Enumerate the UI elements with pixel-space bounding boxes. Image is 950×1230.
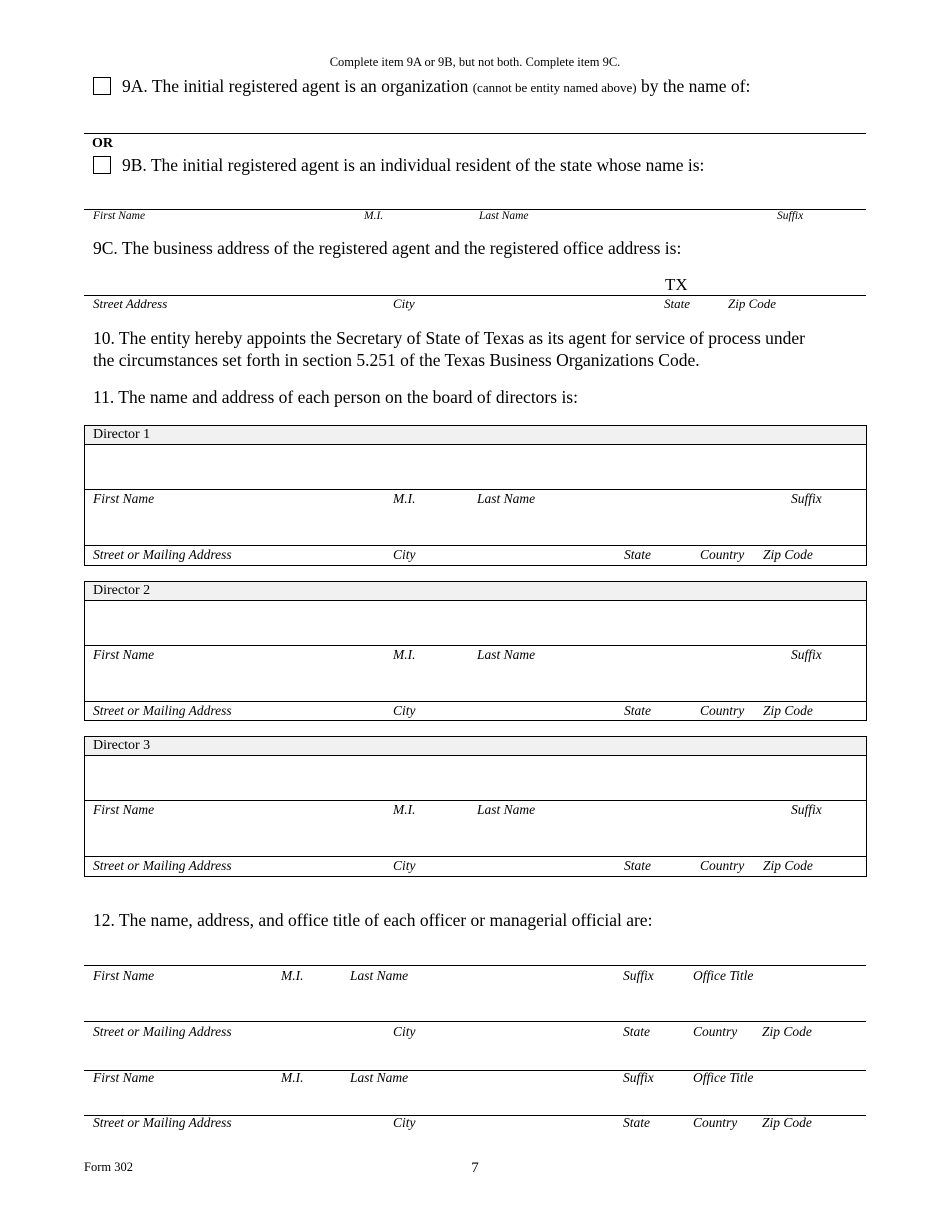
item-11-text: 11. The name and address of each person on the board of directors is: xyxy=(93,387,578,407)
registered-zip-label: Zip Code xyxy=(728,296,777,311)
officer-2-state-label: State xyxy=(623,1115,650,1130)
instruction-text: Complete item 9A or 9B, but not both. Complete item 9C. xyxy=(329,55,621,69)
officer-2-street-label: Street or Mailing Address xyxy=(93,1115,232,1130)
director-2-header xyxy=(85,582,866,601)
director-2-zip-label: Zip Code xyxy=(763,703,813,718)
director-3-country-label: Country xyxy=(700,858,745,873)
option-9a-checkbox[interactable] xyxy=(93,77,111,95)
director-2-mi-label: M.I. xyxy=(393,647,416,662)
director-3-city-label: City xyxy=(393,858,416,873)
item-9a-small: (cannot be entity named above) xyxy=(472,80,637,95)
director-1-name-line xyxy=(85,489,866,490)
officer-1-street-label: Street or Mailing Address xyxy=(93,1024,232,1039)
officer-2-mi-label: M.I. xyxy=(281,1070,304,1085)
item-10-line2: the circumstances set forth in section 5.251 of the Texas Business Organizations Code. xyxy=(93,350,700,370)
director-3-title: Director 3 xyxy=(93,738,151,753)
officer-1-office-title-label: Office Title xyxy=(693,968,754,983)
officer-1-first-name-label: First Name xyxy=(93,968,155,983)
director-2-suffix-label: Suffix xyxy=(791,647,822,662)
director-1-city-label: City xyxy=(393,547,416,562)
director-3-name-line xyxy=(85,800,866,801)
agent-suffix-label: Suffix xyxy=(777,210,804,222)
director-3-address-input[interactable] xyxy=(85,821,866,855)
officer-1-address-input[interactable] xyxy=(84,996,865,1020)
director-1-last-name-label: Last Name xyxy=(477,491,536,506)
director-1-name-input[interactable] xyxy=(85,450,866,488)
director-2-street-label: Street or Mailing Address xyxy=(93,703,232,718)
page-number: 7 xyxy=(471,1160,479,1176)
director-3-mi-label: M.I. xyxy=(393,802,416,817)
item-9a-suffix: by the name of: xyxy=(640,76,751,96)
registered-state-value: TX xyxy=(665,275,688,294)
officer-1-address-line xyxy=(84,1021,866,1022)
director-1-box xyxy=(84,425,867,566)
agent-organization-line xyxy=(84,133,866,134)
director-1-address-input[interactable] xyxy=(85,510,866,544)
director-3-suffix-label: Suffix xyxy=(791,802,822,817)
director-3-header xyxy=(85,737,866,756)
registered-city-label: City xyxy=(393,296,415,311)
item-9c-text: 9C. The business address of the registered agent and the registered office address is: xyxy=(93,238,682,258)
agent-individual-name-input[interactable] xyxy=(84,184,865,208)
director-2-state-label: State xyxy=(624,703,651,718)
director-2-address-input[interactable] xyxy=(85,666,866,700)
registered-state-label: State xyxy=(664,296,690,311)
director-1-address-line xyxy=(85,545,866,546)
director-1-country-label: Country xyxy=(700,547,745,562)
officer-1-city-label: City xyxy=(393,1024,416,1039)
item-10-line1: 10. The entity hereby appoints the Secretary of State of Texas as its agent for service of process under xyxy=(93,328,805,348)
registered-address-input[interactable] xyxy=(84,270,654,294)
director-2-country-label: Country xyxy=(700,703,745,718)
item-9a-prefix: 9A. The initial registered agent is an organization xyxy=(122,76,469,96)
agent-first-name-label: First Name xyxy=(93,210,146,222)
director-3-last-name-label: Last Name xyxy=(477,802,536,817)
agent-name-line xyxy=(84,209,866,210)
director-1-first-name-label: First Name xyxy=(93,491,155,506)
officer-2-suffix-label: Suffix xyxy=(623,1070,654,1085)
officer-1-country-label: Country xyxy=(693,1024,738,1039)
director-3-name-input[interactable] xyxy=(85,761,866,799)
officer-1-name-input[interactable] xyxy=(84,940,865,964)
director-2-city-label: City xyxy=(393,703,416,718)
officer-2-address-input[interactable] xyxy=(84,1090,865,1114)
agent-organization-name-input[interactable] xyxy=(84,108,865,132)
director-1-header xyxy=(85,426,866,445)
officer-1-zip-label: Zip Code xyxy=(762,1024,812,1039)
director-2-box xyxy=(84,581,867,721)
registered-street-label: Street Address xyxy=(93,296,168,311)
director-1-state-label: State xyxy=(624,547,651,562)
option-9b-checkbox[interactable] xyxy=(93,156,111,174)
officer-1-state-label: State xyxy=(623,1024,650,1039)
officer-1-last-name-label: Last Name xyxy=(350,968,409,983)
director-3-address-line xyxy=(85,856,866,857)
agent-mi-label: M.I. xyxy=(364,210,384,222)
director-2-name-line xyxy=(85,645,866,646)
form-number: Form 302 xyxy=(84,1160,133,1174)
director-2-address-line xyxy=(85,701,866,702)
officer-2-office-title-label: Office Title xyxy=(693,1070,754,1085)
agent-last-name-label: Last Name xyxy=(479,210,529,222)
officer-1-mi-label: M.I. xyxy=(281,968,304,983)
officer-2-last-name-label: Last Name xyxy=(350,1070,409,1085)
director-1-title: Director 1 xyxy=(93,427,151,442)
director-2-name-input[interactable] xyxy=(85,606,866,644)
officer-1-name-line xyxy=(84,965,866,966)
officer-2-zip-label: Zip Code xyxy=(762,1115,812,1130)
director-2-title: Director 2 xyxy=(93,583,151,598)
director-1-suffix-label: Suffix xyxy=(791,491,822,506)
officer-2-first-name-label: First Name xyxy=(93,1070,155,1085)
or-label: OR xyxy=(92,136,113,151)
director-3-box xyxy=(84,736,867,877)
director-3-street-label: Street or Mailing Address xyxy=(93,858,232,873)
director-2-last-name-label: Last Name xyxy=(477,647,536,662)
director-3-first-name-label: First Name xyxy=(93,802,155,817)
director-1-mi-label: M.I. xyxy=(393,491,416,506)
director-3-state-label: State xyxy=(624,858,651,873)
director-3-zip-label: Zip Code xyxy=(763,858,813,873)
director-2-first-name-label: First Name xyxy=(93,647,155,662)
officer-2-city-label: City xyxy=(393,1115,416,1130)
officer-2-country-label: Country xyxy=(693,1115,738,1130)
item-9b-text: 9B. The initial registered agent is an individual resident of the state whose name is: xyxy=(122,155,705,175)
officer-1-suffix-label: Suffix xyxy=(623,968,654,983)
director-1-zip-label: Zip Code xyxy=(763,547,813,562)
director-1-street-label: Street or Mailing Address xyxy=(93,547,232,562)
item-12-text: 12. The name, address, and office title of each officer or managerial official are: xyxy=(93,910,653,930)
officer-2-name-input[interactable] xyxy=(84,1045,865,1069)
item-9a-text xyxy=(122,76,750,97)
